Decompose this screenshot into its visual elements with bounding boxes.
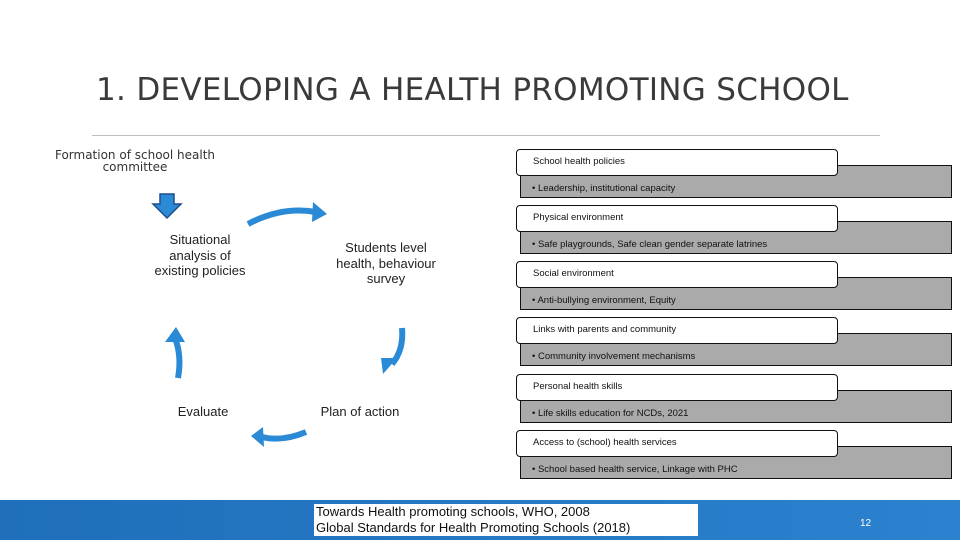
cycle-step-evaluate: Evaluate xyxy=(177,404,229,419)
component-bullet: • Community involvement mechanisms xyxy=(532,351,696,362)
cycle-step-situational-analysis: Situational analysis of existing policies xyxy=(154,232,246,278)
component-heading: Links with parents and community xyxy=(516,317,838,344)
cycle-step-survey: Students level health, behaviour survey xyxy=(336,240,436,286)
component-heading: Personal health skills xyxy=(516,374,838,401)
curved-arrow-right-icon xyxy=(248,202,327,224)
component-heading: Access to (school) health services xyxy=(516,430,838,457)
component-heading: Social environment xyxy=(516,261,838,288)
curved-arrow-up-icon xyxy=(165,327,185,378)
committee-label: Formation of school health committee xyxy=(54,148,216,174)
references xyxy=(314,504,698,536)
component-bullet: • Safe playgrounds, Safe clean gender separate latrines xyxy=(532,239,768,250)
slide-title: 1. DEVELOPING A HEALTH PROMOTING SCHOOL xyxy=(96,72,849,108)
reference-line: Towards Health promoting schools, WHO, 2008 xyxy=(316,504,590,519)
component-bullet: • Anti-bullying environment, Equity xyxy=(532,295,676,306)
cycle-step-plan-of-action: Plan of action xyxy=(320,404,400,419)
curved-arrow-down-icon xyxy=(381,328,402,374)
down-arrow-icon xyxy=(153,194,181,218)
component-bullet: • Leadership, institutional capacity xyxy=(532,183,676,194)
component-bullet: • School based health service, Linkage with PHC xyxy=(532,464,738,475)
component-bullet: • Life skills education for NCDs, 2021 xyxy=(532,408,689,419)
component-heading: Physical environment xyxy=(516,205,838,232)
page-number: 12 xyxy=(860,518,872,529)
component-heading: School health policies xyxy=(516,149,838,176)
curved-arrow-left-icon xyxy=(251,427,306,447)
reference-line: Global Standards for Health Promoting Schools (2018) xyxy=(316,520,631,535)
